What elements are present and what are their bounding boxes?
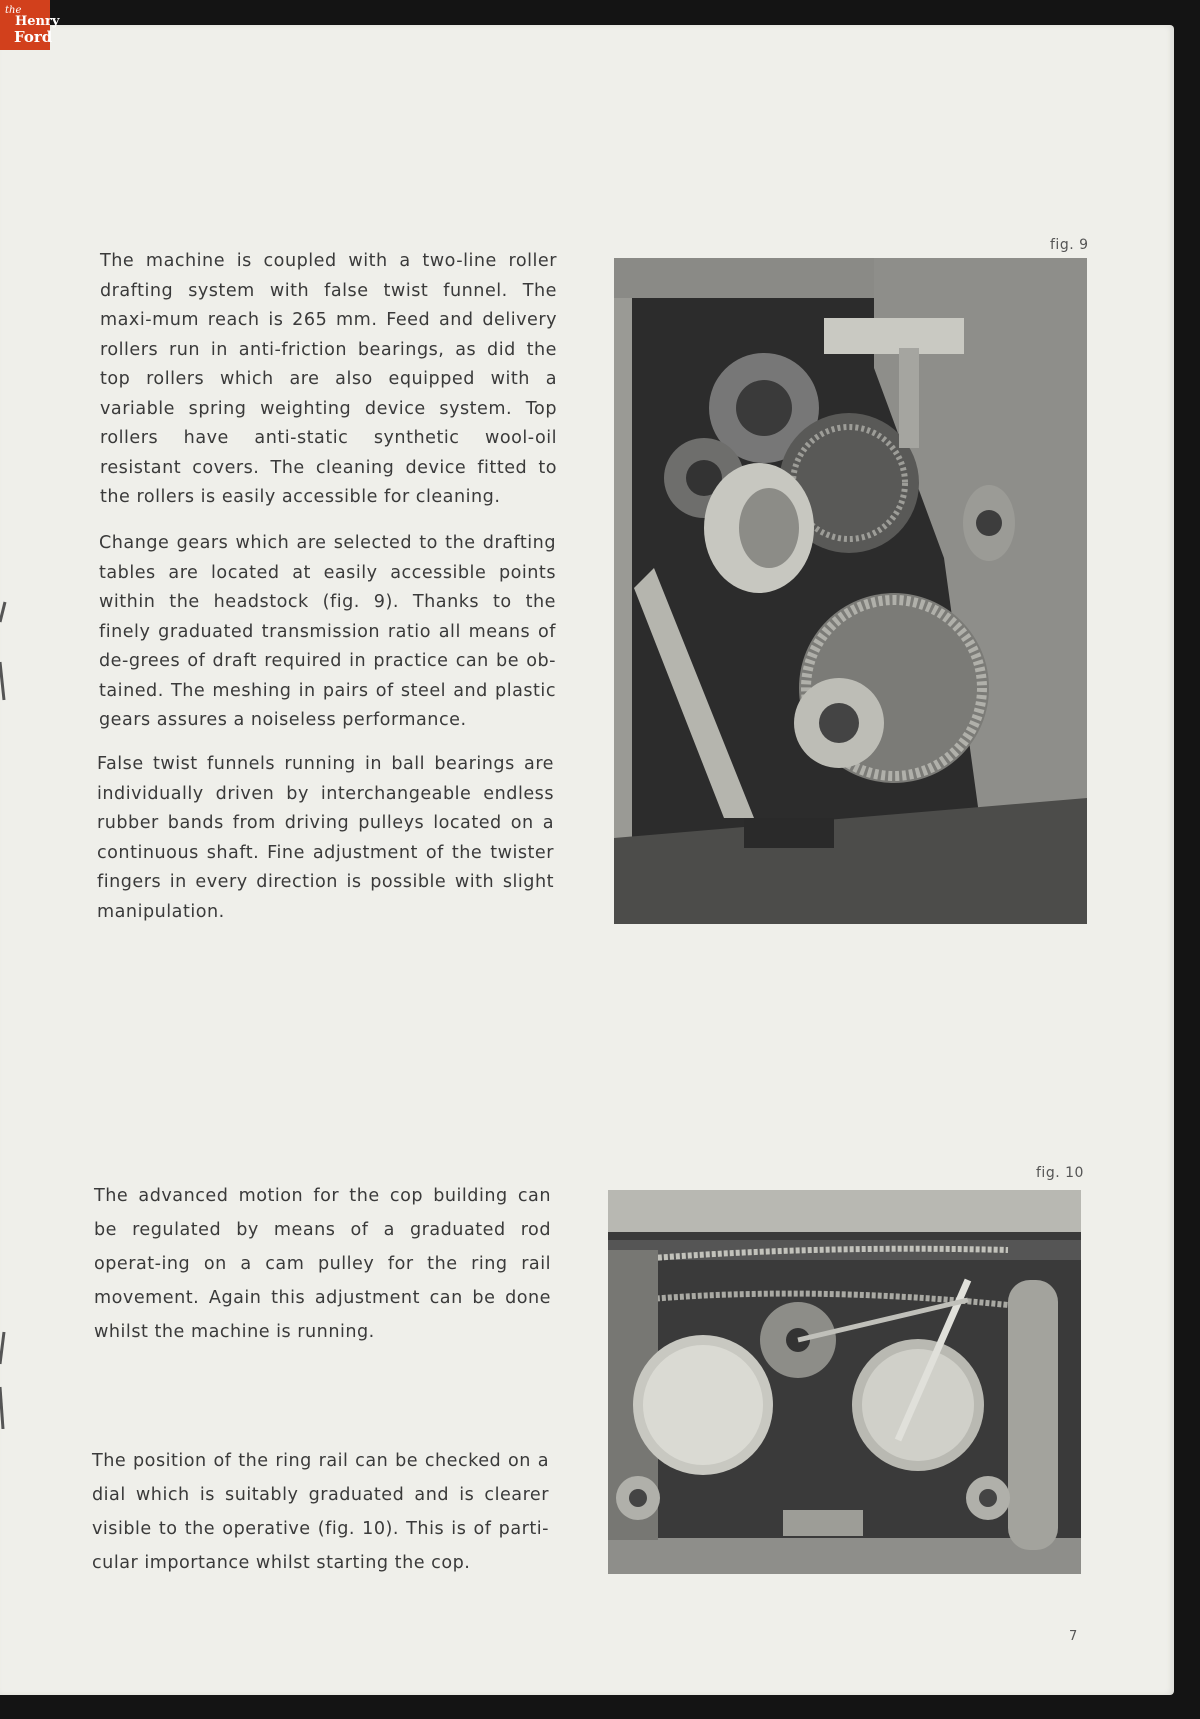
binder-clip-mark bbox=[0, 600, 8, 644]
binder-clip-mark bbox=[0, 660, 8, 704]
body-paragraph-false-twist: False twist funnels running in ball bearings are individually driven by interchangeable endless rubber bands from driving pulleys located on a continuous shaft. Fine adjustment of the twister fingers in every direction is possible with slight manipulation. bbox=[97, 754, 554, 922]
logo-text-henry: Henry bbox=[15, 14, 60, 29]
figure-caption-fig9: fig. 9 bbox=[1050, 237, 1089, 253]
logo-text-ford: Ford bbox=[14, 28, 53, 46]
figure-9-headstock-gears-photo bbox=[614, 258, 1087, 924]
archive-logo bbox=[0, 0, 60, 50]
figure-10-ring-rail-dial-photo bbox=[608, 1190, 1081, 1574]
body-paragraph-drafting-system: The machine is coupled with a two-line roller drafting system with false twist funnel. The maxi-mum reach is 265 mm. Feed and delivery rollers run in anti-friction bearings, as did the top rollers which are also equipped with a variable spring weighting device system. Top rollers have anti-static synthetic wool-oil resistant covers. The cleaning device fitted to the rollers is easily accessible for cleaning. bbox=[100, 251, 557, 507]
binder-clip-mark bbox=[0, 1385, 8, 1429]
page-number: 7 bbox=[1069, 1629, 1078, 1644]
logo-text-the: the bbox=[5, 5, 22, 16]
binder-clip-mark bbox=[0, 1330, 8, 1374]
body-paragraph-ring-rail: The position of the ring rail can be checked on a dial which is suitably graduated and is clearer visible to the operative (fig. 10). This is of parti-cular importance whilst starting the cop. bbox=[92, 1451, 549, 1573]
figure-caption-fig10: fig. 10 bbox=[1036, 1165, 1084, 1181]
body-paragraph-change-gears: Change gears which are selected to the drafting tables are located at easily accessible points within the headstock (fig. 9). Thanks to the finely graduated transmission ratio all means of de-grees of draft required in practice can be ob-tained. The meshing in pairs of steel and plastic gears assures a noiseless performance. bbox=[99, 533, 556, 730]
body-paragraph-cop-building: The advanced motion for the cop building can be regulated by means of a graduated rod operat-ing on a cam pulley for the ring rail movement. Again this adjustment can be done whilst the machine is running. bbox=[94, 1186, 551, 1342]
